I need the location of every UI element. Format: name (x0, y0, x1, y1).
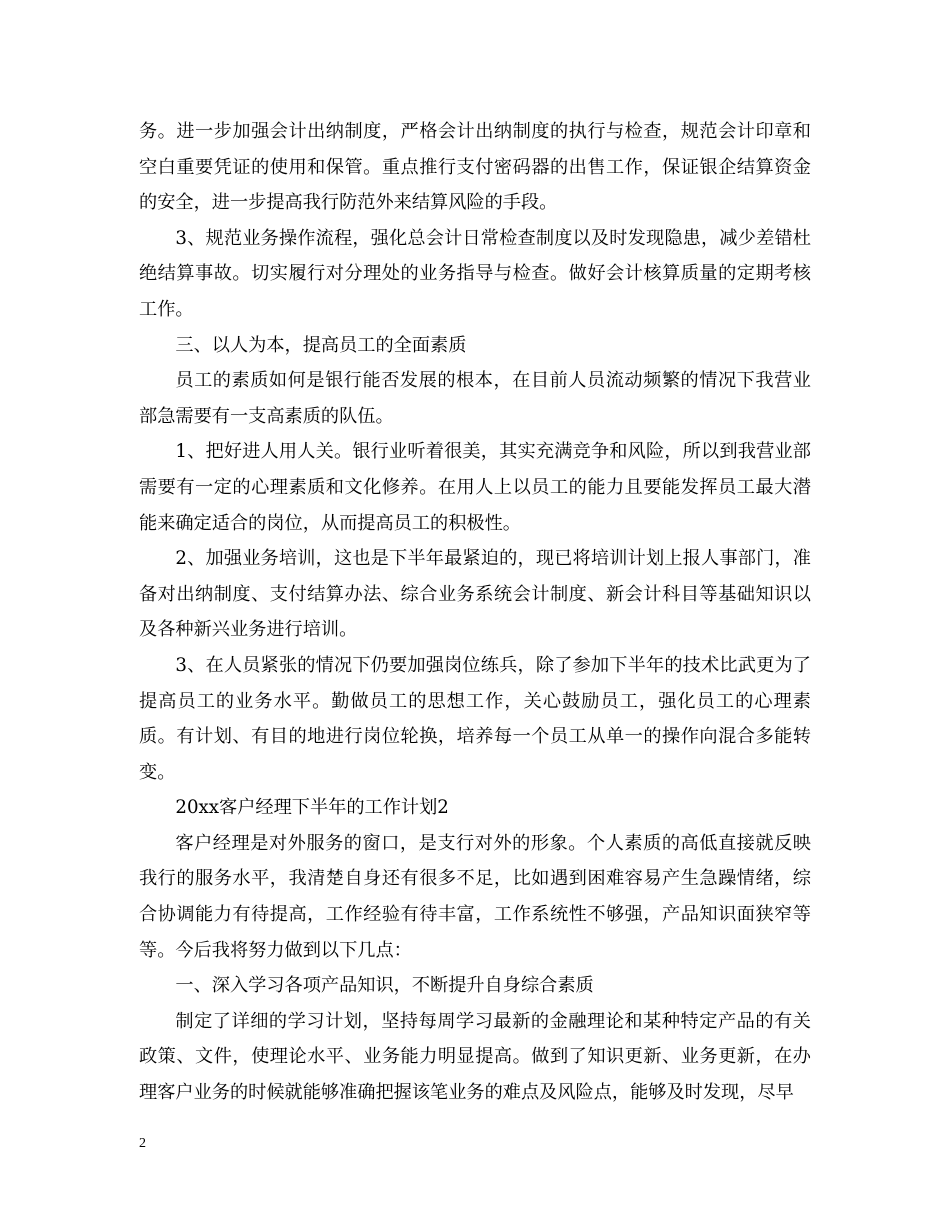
paragraph-1: 务。进一步加强会计出纳制度，严格会计出纳制度的执行与检查，规范会计印章和空白重要凭证的使用和保管。重点推行支付密码器的出售工作，保证银企结算资金的安全，进一步提高我行防范外来结算风险的手段。 (139, 121, 811, 214)
page-number: 2 (139, 1136, 146, 1151)
section-heading-10: 一、深入学习各项产品知识，不断提升自身综合素质 (175, 975, 594, 997)
paragraph-2: 3、规范业务操作流程，强化总会计日常检查制度以及时发现隐患，减少差错杜绝结算事故。切实履行对分理处的业务指导与检查。做好会计核算质量的定期考核工作。 (139, 227, 811, 320)
paragraph-11: 制定了详细的学习计划，坚持每周学习最新的金融理论和某种特定产品的有关政策、文件，使理论水平、业务能力明显提高。做到了知识更新、业务更新，在办理客户业务的时候就能够准确把握该笔业务的难点及风险点，能够及时发现，尽早 (139, 1010, 811, 1104)
paragraph-7: 3、在人员紧张的情况下仍要加强岗位练兵，除了参加下半年的技术比武更为了提高员工的业务水平。勤做员工的思想工作，关心鼓励员工，强化员工的心理素质。有计划、有目的地进行岗位轮换，培养每一个员工从单一的操作向混合多能转变。 (139, 654, 811, 783)
paragraph-6: 2、加强业务培训，这也是下半年最紧迫的，现已将培训计划上报人事部门，准备对出纳制度、支付结算办法、综合业务系统会计制度、新会计科目等基础知识以及各种新兴业务进行培训。 (139, 548, 811, 641)
paragraph-9: 客户经理是对外服务的窗口，是支行对外的形象。个人素质的高低直接就反映我行的服务水平，我清楚自身还有很多不足，比如遇到困难容易产生急躁情绪，综合协调能力有待提高，工作经验有待丰富，工作系统性不够强，产品知识面狭窄等等。今后我将努力做到以下几点： (139, 832, 811, 961)
paragraph-4: 员工的素质如何是银行能否发展的根本，在目前人员流动频繁的情况下我营业部急需要有一支高素质的队伍。 (139, 370, 811, 427)
section-heading-3: 三、以人为本，提高员工的全面素质 (175, 334, 467, 356)
document-title: 20xx客户经理下半年的工作计划2 (175, 797, 449, 819)
document-body (139, 114, 811, 1111)
paragraph-5: 1、把好进人用人关。银行业听着很美，其实充满竞争和风险，所以到我营业部需要有一定的心理素质和文化修养。在用人上以员工的能力且要能发挥员工最大潜能来确定适合的岗位，从而提高员工的积极性。 (139, 441, 811, 534)
